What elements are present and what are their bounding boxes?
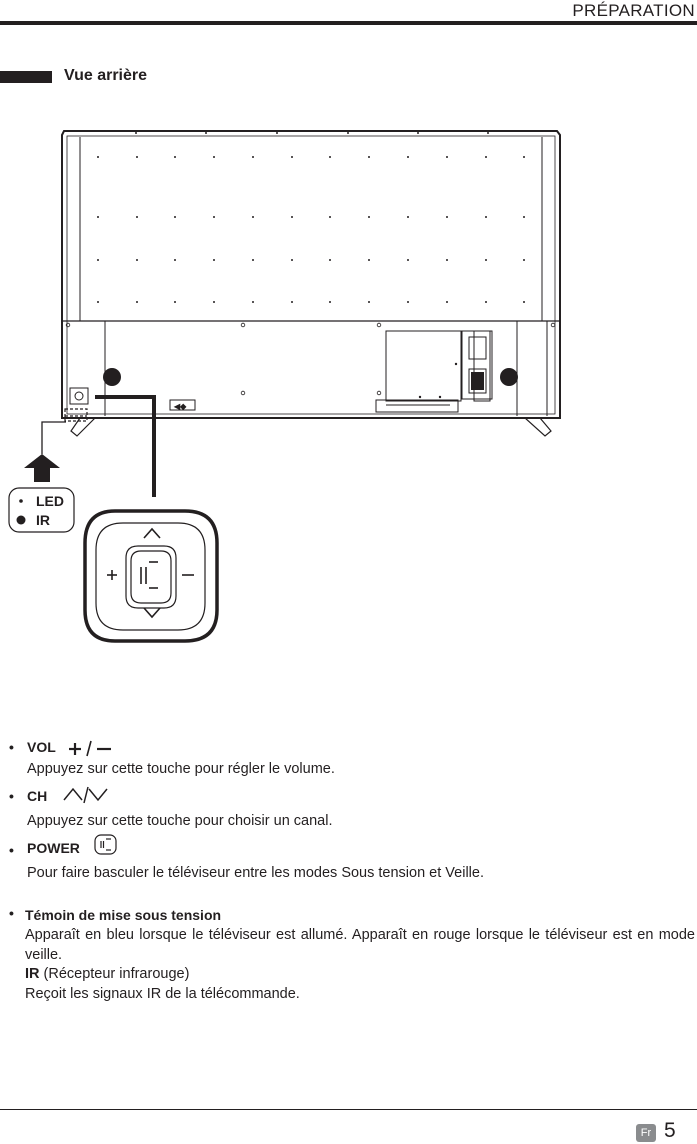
ir-title: IR: [25, 966, 40, 982]
footer-rule: [0, 1109, 697, 1110]
top-edge-screws: [135, 132, 489, 134]
power-title: POWER: [27, 840, 80, 856]
section-title: Vue arrière: [64, 67, 148, 84]
led-ir-window: [65, 409, 87, 421]
page-number: 5: [664, 1119, 676, 1142]
bullet: •: [9, 842, 14, 858]
led-label: LED: [36, 493, 64, 509]
bullet: •: [9, 788, 14, 804]
svg-text:◀◆: ◀◆: [174, 402, 187, 411]
led-callout-line: [42, 422, 66, 454]
vol-title: VOL: [27, 739, 56, 755]
ch-up-down-icon: [62, 784, 110, 804]
ir-subtitle: (Récepteur infrarouge): [39, 966, 190, 982]
led-description: Apparaît en bleu lorsque le téléviseur est allumé. Apparaît en rouge lorsque le téléviseur est en mode veille.: [25, 927, 695, 963]
power-button-icon: [94, 834, 118, 856]
connector-panel: [376, 331, 492, 412]
joystick-symbols: [107, 529, 194, 617]
connector-pins: [471, 372, 484, 390]
led-title: Témoin de mise sous tension: [25, 907, 222, 923]
tv-rear-panel: [62, 131, 560, 418]
ch-description: Appuyez sur cette touche pour choisir un canal.: [27, 813, 333, 829]
bullet: •: [9, 905, 14, 921]
ir-receiver-icon: [17, 516, 26, 525]
page-header-title: PRÉPARATION: [572, 1, 695, 20]
ventilation-dots: [97, 156, 525, 303]
button-module: [70, 388, 88, 404]
tv-rear-diagram: [0, 120, 697, 650]
vol-description: Appuyez sur cette touche pour régler le volume.: [27, 761, 335, 777]
language-badge: Fr: [636, 1124, 656, 1142]
up-arrow-icon: [24, 454, 60, 482]
wall-mount-hole-right: [500, 368, 518, 386]
tv-stand-right: [525, 418, 551, 436]
section-marker-bar: [0, 71, 52, 83]
ir-label: IR: [36, 512, 50, 528]
header-rule: [0, 21, 697, 25]
ir-heading: [25, 965, 695, 985]
ir-description: Reçoit les signaux IR de la télécommande.: [25, 985, 300, 1002]
ch-title: CH: [27, 788, 48, 804]
joystick-callout-line: [95, 397, 154, 497]
bullet: •: [9, 739, 14, 755]
wall-mount-hole-left: [103, 368, 121, 386]
vol-plus-minus-icon: [67, 739, 113, 757]
power-description: Pour faire basculer le téléviseur entre les modes Sous tension et Veille.: [27, 865, 484, 881]
led-indicator-icon: [19, 499, 23, 503]
led-description-block: [25, 926, 695, 1004]
